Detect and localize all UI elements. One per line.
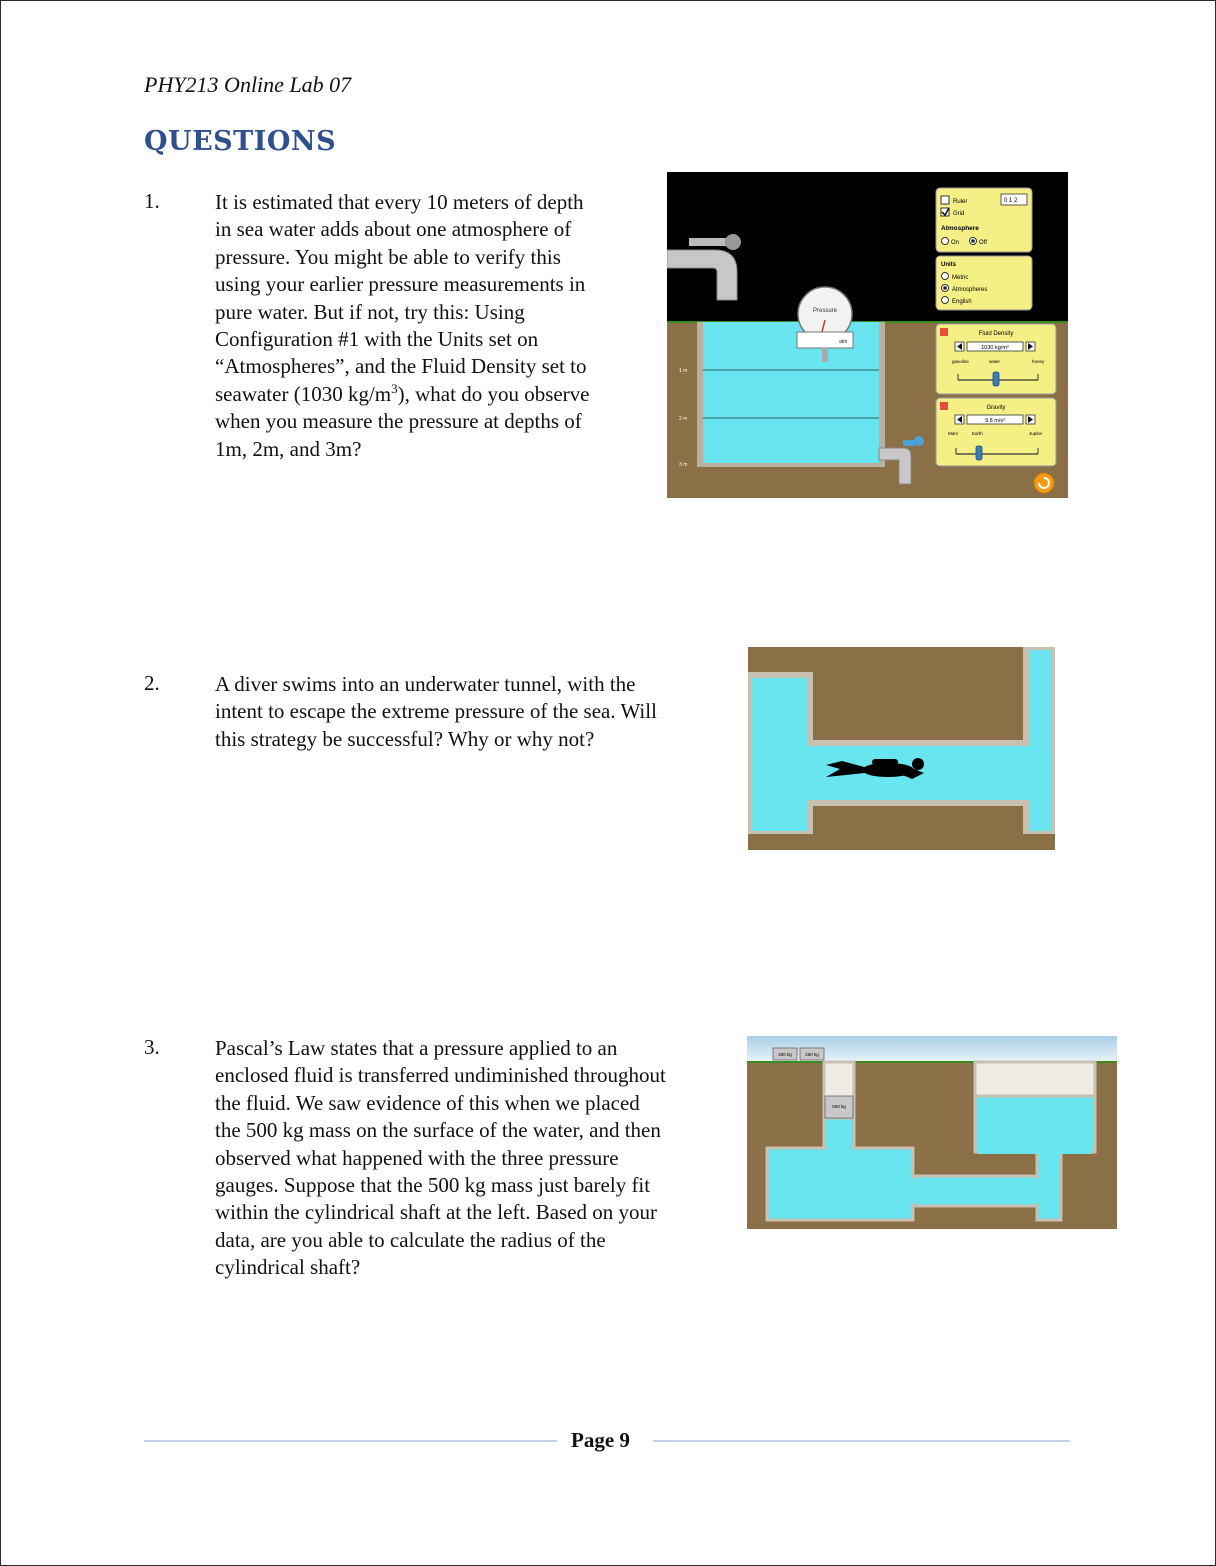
pressure-simulation-svg (667, 172, 1068, 498)
q1-line: Configuration #1 with the Units set on (215, 327, 539, 352)
depth-label: 2 m (679, 416, 688, 422)
gravity-panel (936, 398, 1056, 466)
superscript: 3 (391, 380, 398, 396)
question-1-text (215, 189, 590, 463)
pascal-chambers-figure (747, 1036, 1117, 1229)
atmosphere-off-label: Off (979, 240, 987, 246)
grid-label: Grid (953, 211, 965, 217)
tunnel-svg (748, 647, 1055, 850)
right-chamber-air (975, 1062, 1095, 1096)
q3-line: the 500 kg mass on the surface of the water, and then (215, 1118, 661, 1143)
q3-line: Pascal’s Law states that a pressure applied to an (215, 1036, 618, 1060)
q3-line: gauges. Suppose that the 500 kg mass just barely fit (215, 1173, 651, 1198)
radio-selected-dot (943, 286, 947, 290)
fluid-density-value: 1030 kg/m³ (981, 345, 1009, 351)
radio-selected-dot (971, 239, 975, 243)
question-1-number: 1. (144, 189, 160, 213)
mass-500kg[interactable] (825, 1096, 853, 1118)
ruler-label: Ruler (953, 199, 968, 205)
document-header: PHY213 Online Lab 07 (144, 72, 352, 97)
q1-line: It is estimated that every 10 meters of depth (215, 190, 584, 214)
gravity-slider-thumb[interactable] (976, 446, 982, 460)
mass-label: 250 kg (805, 1052, 819, 1057)
reset-button[interactable] (1034, 473, 1054, 493)
question-3-number: 3. (144, 1035, 160, 1059)
units-metric-radio[interactable] (942, 273, 949, 280)
units-atmospheres-label: Atmospheres (952, 287, 988, 293)
q1-line: “Atmospheres”, and the Fluid Density set to (215, 354, 587, 379)
gravity-earth-label: Earth (972, 431, 983, 436)
gravity-value: 9.8 m/s² (985, 418, 1005, 424)
q3-line: the fluid. We saw evidence of this when we placed (215, 1090, 640, 1115)
q1-line-part: ), what do you observe (397, 381, 590, 406)
pascal-svg (747, 1036, 1117, 1229)
q3-line: cylindrical shaft? (215, 1255, 361, 1280)
units-panel (936, 256, 1032, 310)
gauge-label: Pressure (812, 308, 838, 314)
question-2-text (215, 671, 657, 753)
mass-250kg-b[interactable] (800, 1048, 824, 1060)
fluid-density-panel (936, 324, 1056, 394)
gauge-readout: atm (839, 339, 848, 345)
q2-line: intent to escape the extreme pressure of the sea. Will (215, 699, 657, 724)
footer-rule-right (653, 1440, 1070, 1442)
q2-line: A diver swims into an underwater tunnel, with the (215, 672, 636, 696)
fluid-honey-label: honey (1032, 359, 1045, 364)
q1-line: when you measure the pressure at depths of (215, 409, 582, 434)
collapse-icon[interactable] (940, 402, 948, 410)
q3-line: data, are you able to calculate the radius of the (215, 1227, 606, 1252)
question-2-number: 2. (144, 671, 160, 695)
ruler-grid-panel (936, 188, 1032, 252)
fluid-density-title: Fluid Density (978, 331, 1014, 337)
q1-line-part: seawater (1030 kg/m (215, 381, 392, 406)
gravity-mars-label: Mars (948, 431, 958, 436)
q2-line: this strategy be successful? Why or why not? (215, 726, 595, 751)
q1-line: 1m, 2m, and 3m? (215, 436, 362, 461)
mass-label: 500 kg (832, 1104, 846, 1109)
fluid-water-label: water (989, 359, 1001, 364)
q1-line (215, 381, 590, 408)
gravity-title: Gravity (986, 405, 1006, 411)
q3-line: enclosed fluid is transferred undiminished throughout (215, 1063, 666, 1088)
density-slider-thumb[interactable] (993, 372, 999, 386)
units-english-radio[interactable] (942, 297, 949, 304)
section-heading: QUESTIONS (144, 126, 337, 157)
units-title: Units (941, 262, 956, 268)
mass-250kg-a[interactable] (773, 1048, 797, 1060)
underwater-tunnel-figure (748, 647, 1055, 850)
atmosphere-on-radio[interactable] (942, 238, 949, 245)
depth-label: 3 m (679, 462, 688, 468)
atmosphere-on-label: On (951, 240, 960, 246)
collapse-icon[interactable] (940, 328, 948, 336)
q1-line: pressure. You might be able to verify this (215, 244, 561, 269)
fluid-gasoline-label: gasoline (952, 359, 969, 364)
q3-line: observed what happened with the three pressure (215, 1145, 619, 1170)
question-3-text (215, 1035, 666, 1282)
units-metric-label: Metric (952, 275, 969, 281)
ruler-units: 0 1 2 (1004, 198, 1018, 204)
ruler-checkbox[interactable] (941, 196, 949, 204)
atmosphere-title: Atmosphere (941, 225, 979, 232)
depth-label: 1 m (679, 368, 688, 374)
gravity-jupiter-label: Jupiter (1029, 431, 1043, 436)
units-english-label: English (952, 299, 972, 305)
pressure-simulation-figure (667, 172, 1068, 498)
page-number: Page 9 (571, 1428, 630, 1452)
footer-rule-left (144, 1440, 557, 1442)
q1-line: using your earlier pressure measurements in (215, 272, 586, 297)
q3-line: within the cylindrical shaft at the left. Based on your (215, 1200, 658, 1225)
q1-line: in sea water adds about one atmosphere of (215, 217, 572, 242)
mass-label: 250 kg (778, 1052, 792, 1057)
q1-line: pure water. But if not, try this: Using (215, 299, 525, 324)
